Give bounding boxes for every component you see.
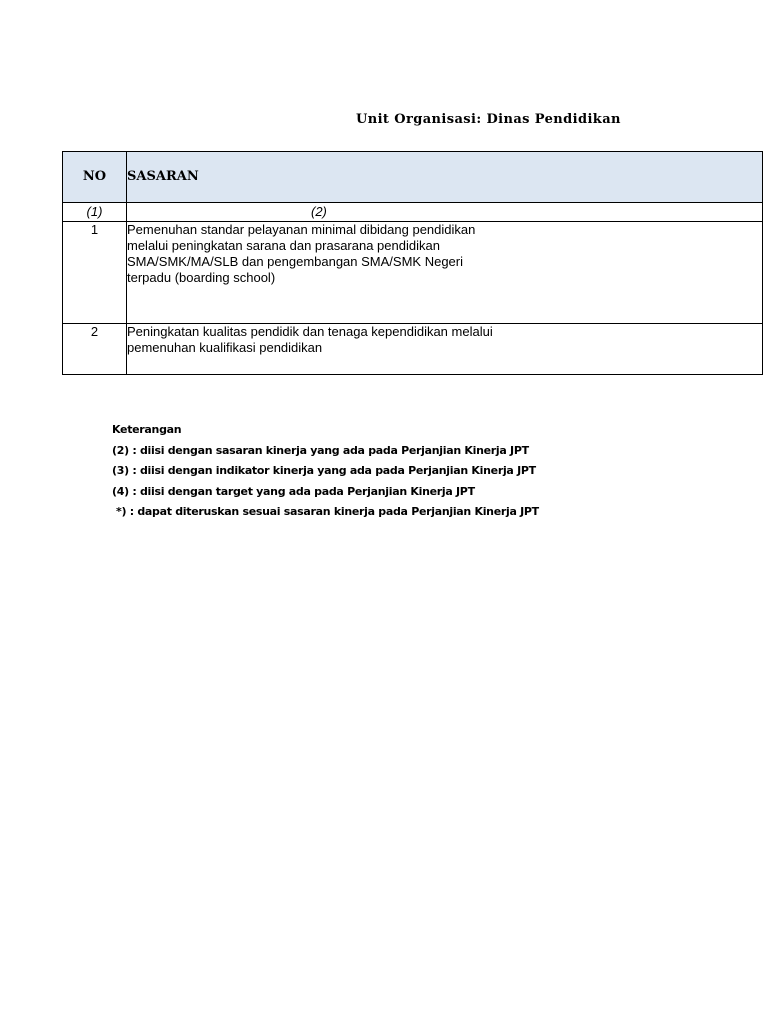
notes-title: Keterangan [112,423,182,436]
header-sasaran: SASARAN [127,152,763,203]
sasaran-table [62,151,763,375]
row-sasaran [127,324,763,375]
note-item: (3) : diisi dengan indikator kinerja yang ada pada Perjanjian Kinerja JPT [112,464,536,477]
header-no: NO [63,152,127,203]
index-no: (1) [63,203,127,222]
table-row [63,324,763,375]
table-index-row [63,203,763,222]
note-item: (2) : diisi dengan sasaran kinerja yang ada pada Perjanjian Kinerja JPT [112,443,529,457]
table-row [63,222,763,324]
table-header-row [63,152,763,203]
row-no: 1 [63,222,127,324]
row-sasaran-text: Peningkatan kualitas pendidik dan tenaga kependidikan melalui pemenuhan kualifikasi pendidikan [127,324,493,355]
row-sasaran [127,222,763,324]
row-sasaran-text: Pemenuhan standar pelayanan minimal dibidang pendidikan melalui peningkatan sarana dan prasarana pendidikan SMA/SMK/MA/SLB dan pengembangan SMA/SMK Negeri terpadu (boarding school) [127,222,476,285]
note-item: (4) : diisi dengan target yang ada pada Perjanjian Kinerja JPT [112,484,475,498]
unit-organisasi-title: Unit Organisasi: Dinas Pendidikan [356,112,621,127]
note-item: *) : dapat diteruskan sesuai sasaran kinerja pada Perjanjian Kinerja JPT [116,505,539,518]
keterangan-notes [112,420,539,523]
index-sasaran: (2) [127,203,763,222]
row-no: 2 [63,324,127,375]
